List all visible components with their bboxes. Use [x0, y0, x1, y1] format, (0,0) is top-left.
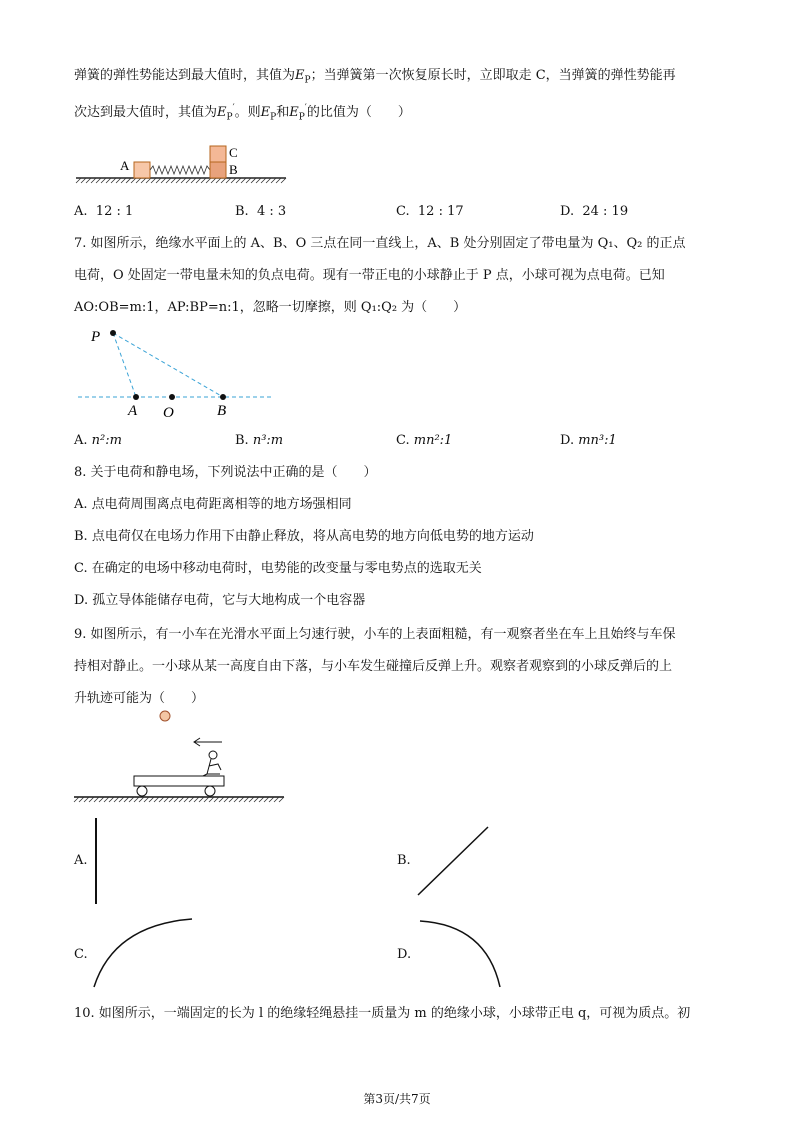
ep-symbol: E: [295, 68, 305, 83]
ep-prime-symbol: E: [217, 105, 227, 120]
q6-option-b[interactable]: [235, 204, 286, 220]
q7-charge-figure: [78, 325, 278, 420]
opt-text: mn²:1: [413, 433, 453, 448]
point-o: [169, 394, 175, 400]
ep-prime-sup-2: ′: [304, 103, 307, 114]
q6-option-a[interactable]: [74, 204, 133, 220]
q9-line2: 持相对静止。一小球从某一高度自由下落，与小车发生碰撞后反弹上升。观察者观察到的小球反弹后的上: [74, 659, 673, 674]
q7-option-b[interactable]: [235, 433, 283, 449]
ep-prime-sub-2: P: [298, 112, 305, 123]
label-b: B: [229, 162, 238, 177]
opt-letter: A.: [74, 433, 88, 448]
block-a: [134, 162, 150, 178]
opt-text: 12 : 1: [95, 204, 134, 219]
q6-line2d: 的比值为（ ）: [306, 105, 411, 120]
q7-option-c[interactable]: [396, 433, 452, 449]
q9-option-d[interactable]: D.: [397, 947, 412, 962]
q8-option-c[interactable]: C. 在确定的电场中移动电荷时，电势能的改变量与零电势点的选取无关: [74, 561, 482, 576]
point-p: [110, 330, 116, 336]
q9-option-b[interactable]: B.: [397, 853, 411, 868]
opt-letter: D.: [560, 433, 575, 448]
q9-option-d-trajectory: [418, 915, 518, 990]
opt-letter: C.: [396, 204, 410, 219]
q6-line1: [74, 68, 676, 84]
ep-symbol-2: E: [260, 105, 271, 120]
q6-line2a: 次达到最大值时，其值为: [74, 105, 218, 120]
ep-prime-symbol-2: E: [289, 105, 299, 120]
q6-line2b: 。则: [234, 105, 261, 120]
q9-cart-figure: [72, 708, 292, 808]
ep-prime-sup: ′: [232, 103, 235, 114]
point-b: [220, 394, 226, 400]
q9-option-c-trajectory: [92, 915, 202, 990]
q8-option-b[interactable]: B. 点电荷仅在电场力作用下由静止释放，将从高电势的地方向低电势的地方运动: [74, 529, 534, 544]
opt-letter: B.: [235, 204, 249, 219]
q8-option-d[interactable]: D. 孤立导体能储存电荷，它与大地构成一个电容器: [74, 593, 366, 608]
opt-text: 4 : 3: [256, 204, 287, 219]
cart-wheel-left: [137, 786, 147, 796]
ball: [160, 711, 170, 721]
q6-option-c[interactable]: [396, 204, 464, 220]
q7-line2: 电荷，O 处固定一带电量未知的负点电荷。现有一带正电的小球静止于 P 点，小球可视为点电荷。已知: [74, 268, 665, 283]
q7-line3: AO:OB=m:1，AP:BP=n:1，忽略一切摩擦，则 Q₁:Q₂ 为（ ）: [74, 300, 467, 315]
ep-prime-sub: P: [226, 112, 233, 123]
q7-option-d[interactable]: [560, 433, 617, 449]
block-c: [210, 146, 226, 162]
opt-letter: C.: [396, 433, 410, 448]
q8-stem: 8. 关于电荷和静电场，下列说法中正确的是（ ）: [74, 465, 377, 480]
opt-text: n²:m: [91, 433, 122, 448]
q10-line1: 10. 如图所示，一端固定的长为 l 的绝缘轻绳悬挂一质量为 m 的绝缘小球，小球带正电 q，可视为质点。初: [74, 1006, 691, 1021]
opt-letter: B.: [235, 433, 249, 448]
cart-wheel-right: [205, 786, 215, 796]
q6-spring-figure: [72, 142, 292, 187]
label-o: O: [163, 405, 174, 421]
cart-body: [134, 776, 224, 786]
q9-option-a-trajectory: [92, 818, 102, 908]
q9-option-c[interactable]: C.: [74, 947, 88, 962]
q6-line2: [74, 105, 411, 121]
opt-letter: A.: [74, 204, 88, 219]
q6-option-d[interactable]: [560, 204, 628, 220]
opt-text: mn³:1: [578, 433, 617, 448]
arrow-left-icon: [194, 738, 222, 746]
point-a: [133, 394, 139, 400]
q7-line1: 7. 如图所示，绝缘水平面上的 A、B、O 三点在同一直线上，A、B 处分别固定了带电量为 Q₁、Q₂ 的正点: [74, 236, 686, 251]
q9-option-a[interactable]: A.: [74, 853, 88, 868]
opt-text: 24 : 19: [582, 204, 629, 219]
q8-option-a[interactable]: A. 点电荷周围离点电荷距离相等的地方场强相同: [74, 497, 352, 512]
label-a: A: [120, 158, 130, 173]
opt-letter: D.: [560, 204, 575, 219]
label-c: C: [229, 145, 238, 160]
observer-figure: [203, 751, 221, 776]
opt-text: n³:m: [252, 433, 284, 448]
label-b: B: [217, 403, 227, 419]
q6-line1-text: 弹簧的弹性势能达到最大值时，其值为: [74, 68, 296, 83]
ep-sub: P: [304, 75, 311, 86]
q9-option-b-trajectory: [416, 825, 496, 900]
q7-option-a[interactable]: [74, 433, 122, 449]
q9-line3: 升轨迹可能为（ ）: [74, 691, 205, 706]
ep-sub-2: P: [270, 112, 277, 123]
q9-line1: 9. 如图所示，有一小车在光滑水平面上匀速行驶，小车的上表面粗糙，有一观察者坐在车上且始终与车保: [74, 627, 676, 642]
spring: [150, 166, 210, 174]
label-a: A: [128, 403, 138, 419]
q6-line2c: 和: [276, 105, 290, 120]
q6-line1b-text: ；当弹簧第一次恢复原长时，立即取走 C，当弹簧的弹性势能再: [310, 68, 676, 83]
block-b: [210, 162, 226, 178]
label-p: P: [91, 329, 101, 345]
opt-text: 12 : 17: [417, 204, 464, 219]
page-footer: 第3页/共7页: [363, 1092, 431, 1106]
